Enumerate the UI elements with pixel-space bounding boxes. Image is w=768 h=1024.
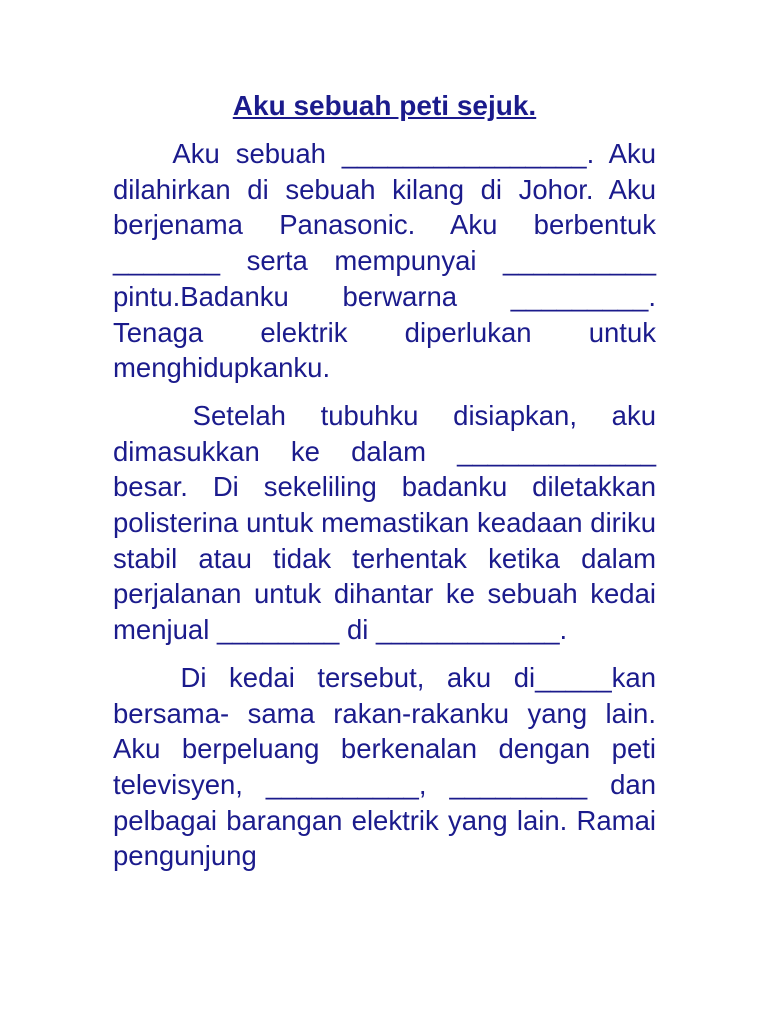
p2-text-4: .: [559, 614, 568, 646]
p1-blank-2: _______: [113, 245, 221, 277]
paragraph-3: [113, 660, 656, 874]
p3-text-4: dan pelbagai barangan elektrik yang lain. Ramai pengunjung: [113, 768, 656, 872]
p2-blank-1: _____________: [457, 435, 656, 467]
p3-text-3: ,: [418, 768, 450, 800]
p2-blank-3: ____________: [376, 614, 560, 646]
p3-blank-3: _________: [449, 768, 588, 800]
p1-text-1: Aku sebuah: [172, 138, 342, 169]
p2-text-1: Setelah tubuhku disiapkan, aku dimasukkan ke dalam: [113, 399, 656, 467]
document-title: Aku sebuah peti sejuk.: [232, 90, 537, 121]
p1-text-3: serta mempunyai: [220, 245, 504, 277]
paragraph-1: [113, 136, 656, 386]
paragraph-2: [113, 398, 656, 648]
p3-text-1: Di kedai tersebut, aku di: [180, 661, 536, 693]
p1-blank-1: ________________: [341, 138, 587, 169]
p2-blank-2: ________: [216, 614, 340, 646]
p1-blank-3: __________: [503, 245, 656, 277]
p1-text-4: pintu.Badanku berwarna: [113, 280, 511, 312]
p1-text-2: . Aku dilahirkan di sebuah kilang di Johor. Aku berjenama Panasonic. Aku berbentuk: [113, 138, 657, 241]
p1-text-5: . Tenaga elektrik diperlukan untuk menghidupkanku.: [113, 280, 656, 384]
worksheet-page: [113, 88, 656, 874]
p3-blank-1: _____: [535, 661, 612, 693]
p1-blank-4: _________: [510, 280, 649, 312]
p3-blank-2: __________: [265, 768, 419, 800]
p2-text-2: besar. Di sekeliling badanku diletakkan polisterina untuk memastikan keadaan diriku stabil atau tidak terhentak ketika dalam perjalanan untuk dihantar ke sebuah kedai menjual: [113, 471, 656, 646]
p2-text-3: di: [339, 614, 376, 646]
p3-text-2: kan bersama- sama rakan-rakanku yang lain. Aku berpeluang berkenalan dengan peti televisyen,: [113, 661, 656, 800]
